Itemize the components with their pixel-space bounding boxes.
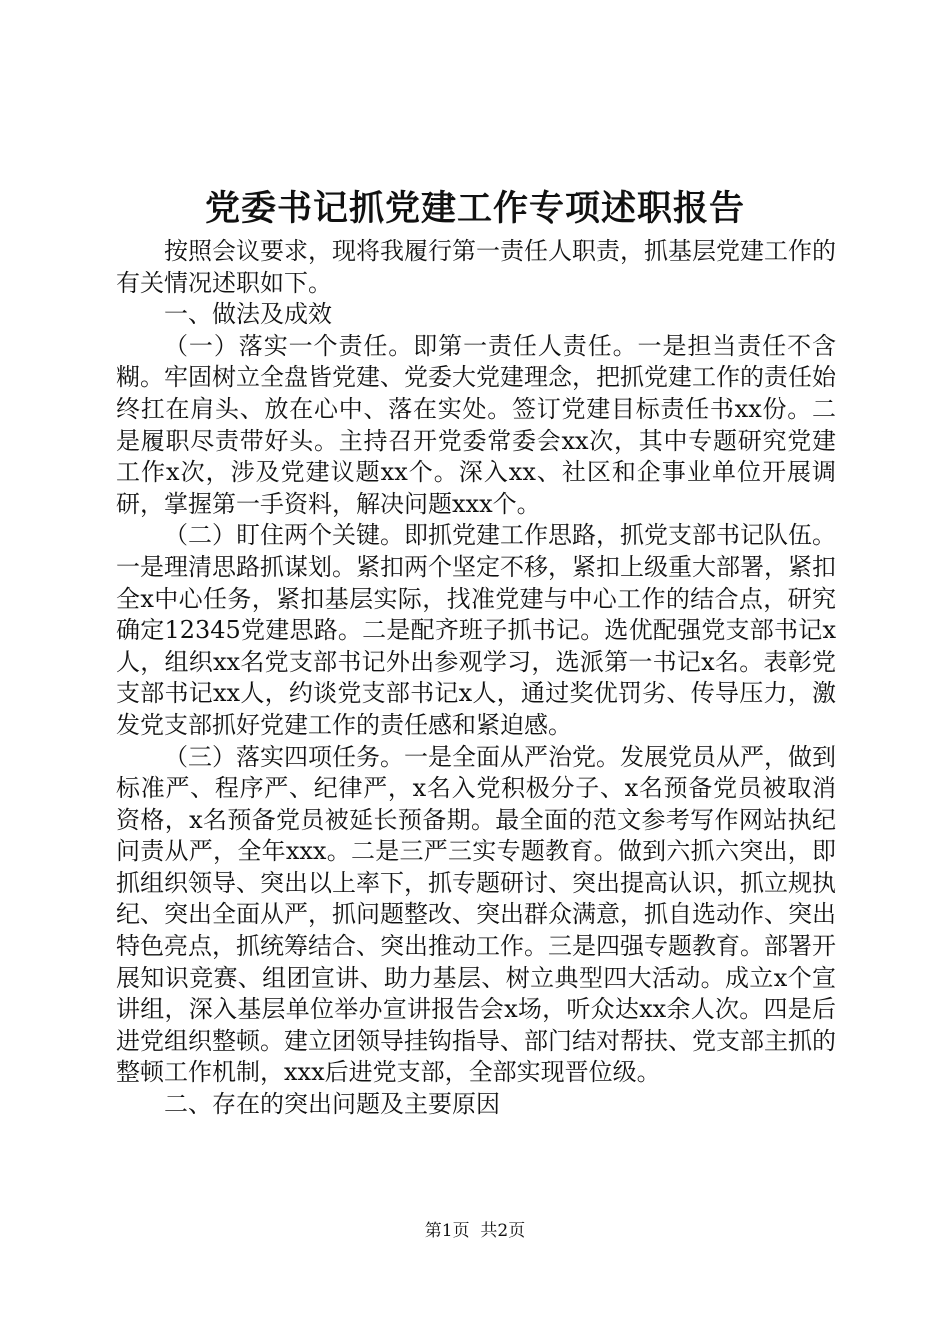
page-total: 共2页: [480, 1221, 526, 1241]
page-footer: [0, 1219, 950, 1243]
page-number: 第1页: [424, 1221, 470, 1241]
document-body: [116, 236, 836, 1121]
paragraph-1: （一）落实一个责任。即第一责任人责任。一是担当责任不含糊。牢固树立全盘皆党建、党委大党建理念，把抓党建工作的责任始终扛在肩头、放在心中、落在实处。签订党建目标责任书xx份。二是履职尽责带好头。主持召开党委常委会xx次，其中专题研究党建工作x次，涉及党建议题xx个。深入xx、社区和企事业单位开展调研，掌握第一手资料，解决问题xxx个。: [116, 331, 836, 518]
document-title: 党委书记抓党建工作专项述职报告: [204, 188, 745, 229]
paragraph-3: （三）落实四项任务。一是全面从严治党。发展党员从严，做到标准严、程序严、纪律严，x名入党积极分子、x名预备党员被取消资格，x名预备党员被延长预备期。最全面的范文参考写作网站执纪问责从严，全年xxx。二是三严三实专题教育。做到六抓六突出，即抓组织领导、突出以上率下，抓专题研讨、突出提高认识，抓立规执纪、突出全面从严，抓问题整改、突出群众满意，抓自选动作、突出特色亮点，抓统筹结合、突出推动工作。三是四强专题教育。部署开展知识竞赛、组团宣讲、助力基层、树立典型四大活动。成立x个宣讲组，深入基层单位举办宣讲报告会x场，听众达xx余人次。四是后进党组织整顿。建立团领导挂钩指导、部门结对帮扶、党支部主抓的整顿工作机制，xxx后进党支部，全部实现晋位级。: [116, 742, 836, 1087]
section-heading-1: 一、做法及成效: [164, 300, 332, 329]
paragraph-2: （二）盯住两个关键。即抓党建工作思路，抓党支部书记队伍。一是理清思路抓谋划。紧扣两个坚定不移，紧扣上级重大部署，紧扣全x中心任务，紧扣基层实际，找准党建与中心工作的结合点，研究确定12345党建思路。二是配齐班子抓书记。选优配强党支部书记x人，组织xx名党支部书记外出参观学习，选派第一书记x名。表彰党支部书记xx人，约谈党支部书记x人，通过奖优罚劣、传导压力，激发党支部抓好党建工作的责任感和紧迫感。: [116, 521, 836, 739]
section-heading-2: 二、存在的突出问题及主要原因: [164, 1090, 500, 1119]
paragraph-intro: 按照会议要求，现将我履行第一责任人职责，抓基层党建工作的有关情况述职如下。: [116, 237, 836, 297]
